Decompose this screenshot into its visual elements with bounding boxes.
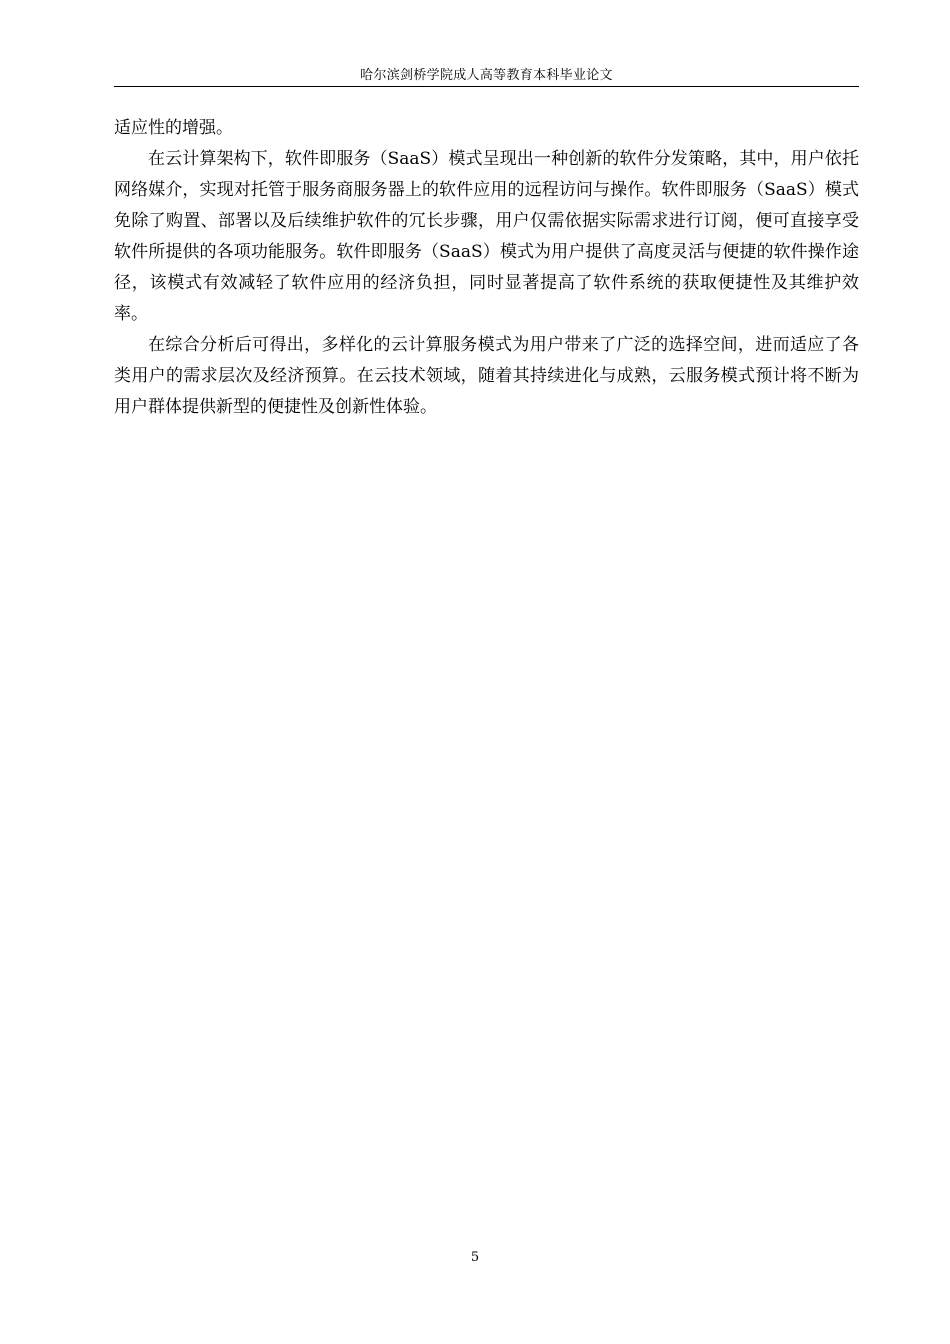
paragraph-continuation: 适应性的增强。 [114, 118, 233, 138]
paragraph-summary: 在综合分析后可得出，多样化的云计算服务模式为用户带来了广泛的选择空间，进而适应了各类用户的需求层次及经济预算。在云技术领域，随着其持续进化与成熟，云服务模式预计将不断为用户群体提供新型的便捷性及创新性体验。 [114, 335, 859, 417]
page-number: 5 [470, 1250, 480, 1265]
header-title: 哈尔滨剑桥学院成人高等教育本科毕业论文 [360, 68, 613, 83]
paragraph-saas: 在云计算架构下，软件即服务（SaaS）模式呈现出一种创新的软件分发策略，其中，用户依托网络媒介，实现对托管于服务商服务器上的软件应用的远程访问与操作。软件即服务（SaaS）模式免除了购置、部署以及后续维护软件的冗长步骤，用户仅需依据实际需求进行订阅，便可直接享受软件所提供的各项功能服务。软件即服务（SaaS）模式为用户提供了高度灵活与便捷的软件操作途径，该模式有效减轻了软件应用的经济负担，同时显著提高了软件系统的获取便捷性及其维护效率。 [114, 149, 859, 324]
page-header [114, 64, 859, 87]
document-body [114, 113, 859, 423]
